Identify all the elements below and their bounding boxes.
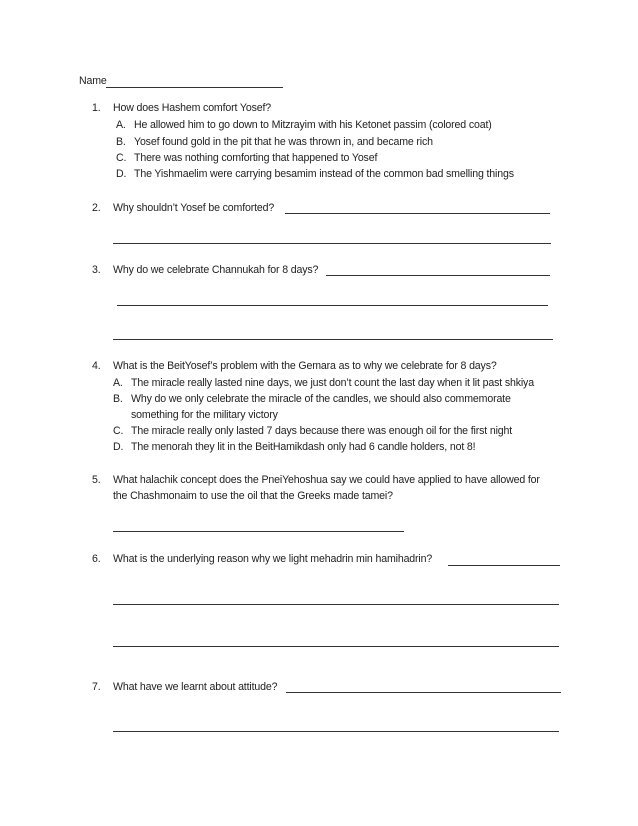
question-text: What halachik concept does the PneiYehoshua say we could have applied to have allowed for bbox=[113, 474, 540, 486]
question-text: Why shouldn’t Yosef be comforted? bbox=[113, 202, 275, 214]
question-number: 4. bbox=[92, 360, 101, 372]
option-letter: C. bbox=[113, 425, 124, 437]
option-text-continued[interactable]: something for the military victory bbox=[131, 409, 278, 421]
option-text[interactable]: The Yishmaelim were carrying besamim instead of the common bad smelling things bbox=[134, 168, 514, 180]
option-letter: B. bbox=[113, 393, 123, 405]
answer-line[interactable] bbox=[117, 305, 548, 306]
option-letter: A. bbox=[116, 119, 126, 131]
answer-line[interactable] bbox=[113, 731, 559, 732]
question-number: 3. bbox=[92, 264, 101, 276]
question-number: 1. bbox=[92, 102, 101, 114]
answer-line[interactable] bbox=[113, 243, 551, 244]
answer-line[interactable] bbox=[285, 213, 550, 214]
answer-line[interactable] bbox=[286, 692, 561, 693]
question-text: Why do we celebrate Channukah for 8 days? bbox=[113, 264, 319, 276]
option-letter: B. bbox=[116, 136, 126, 148]
question-number: 2. bbox=[92, 202, 101, 214]
question-number: 7. bbox=[92, 681, 101, 693]
answer-line[interactable] bbox=[448, 565, 560, 566]
option-letter: A. bbox=[113, 377, 123, 389]
option-text[interactable]: The miracle really only lasted 7 days because there was enough oil for the first night bbox=[131, 425, 513, 437]
option-text[interactable]: There was nothing comforting that happened to Yosef bbox=[134, 152, 378, 164]
question-number: 6. bbox=[92, 553, 101, 565]
option-letter: C. bbox=[116, 152, 127, 164]
name-answer-line[interactable] bbox=[106, 87, 283, 88]
question-text: What is the underlying reason why we light mehadrin min hamihadrin? bbox=[113, 553, 433, 565]
option-text[interactable]: He allowed him to go down to Mitzrayim with his Ketonet passim (colored coat) bbox=[134, 119, 492, 131]
answer-line[interactable] bbox=[113, 646, 559, 647]
answer-line[interactable] bbox=[113, 604, 559, 605]
question-text: What is the BeitYosef’s problem with the Gemara as to why we celebrate for 8 days? bbox=[113, 360, 497, 372]
option-text[interactable]: The menorah they lit in the BeitHamikdash only had 6 candle holders, not 8! bbox=[131, 441, 476, 453]
answer-line[interactable] bbox=[326, 275, 550, 276]
question-text-continued: the Chashmonaim to use the oil that the Greeks made tamei? bbox=[113, 490, 393, 502]
question-text: What have we learnt about attitude? bbox=[113, 681, 278, 693]
option-letter: D. bbox=[113, 441, 124, 453]
option-text[interactable]: Yosef found gold in the pit that he was thrown in, and became rich bbox=[134, 136, 433, 148]
question-number: 5. bbox=[92, 474, 101, 486]
option-text[interactable]: The miracle really lasted nine days, we just don’t count the last day when it lit past shkiya bbox=[131, 377, 534, 389]
answer-line[interactable] bbox=[113, 339, 553, 340]
name-label: Name bbox=[79, 75, 107, 87]
question-text: How does Hashem comfort Yosef? bbox=[113, 102, 272, 114]
answer-line[interactable] bbox=[113, 531, 404, 532]
option-letter: D. bbox=[116, 168, 127, 180]
option-text[interactable]: Why do we only celebrate the miracle of the candles, we should also commemorate bbox=[131, 393, 511, 405]
